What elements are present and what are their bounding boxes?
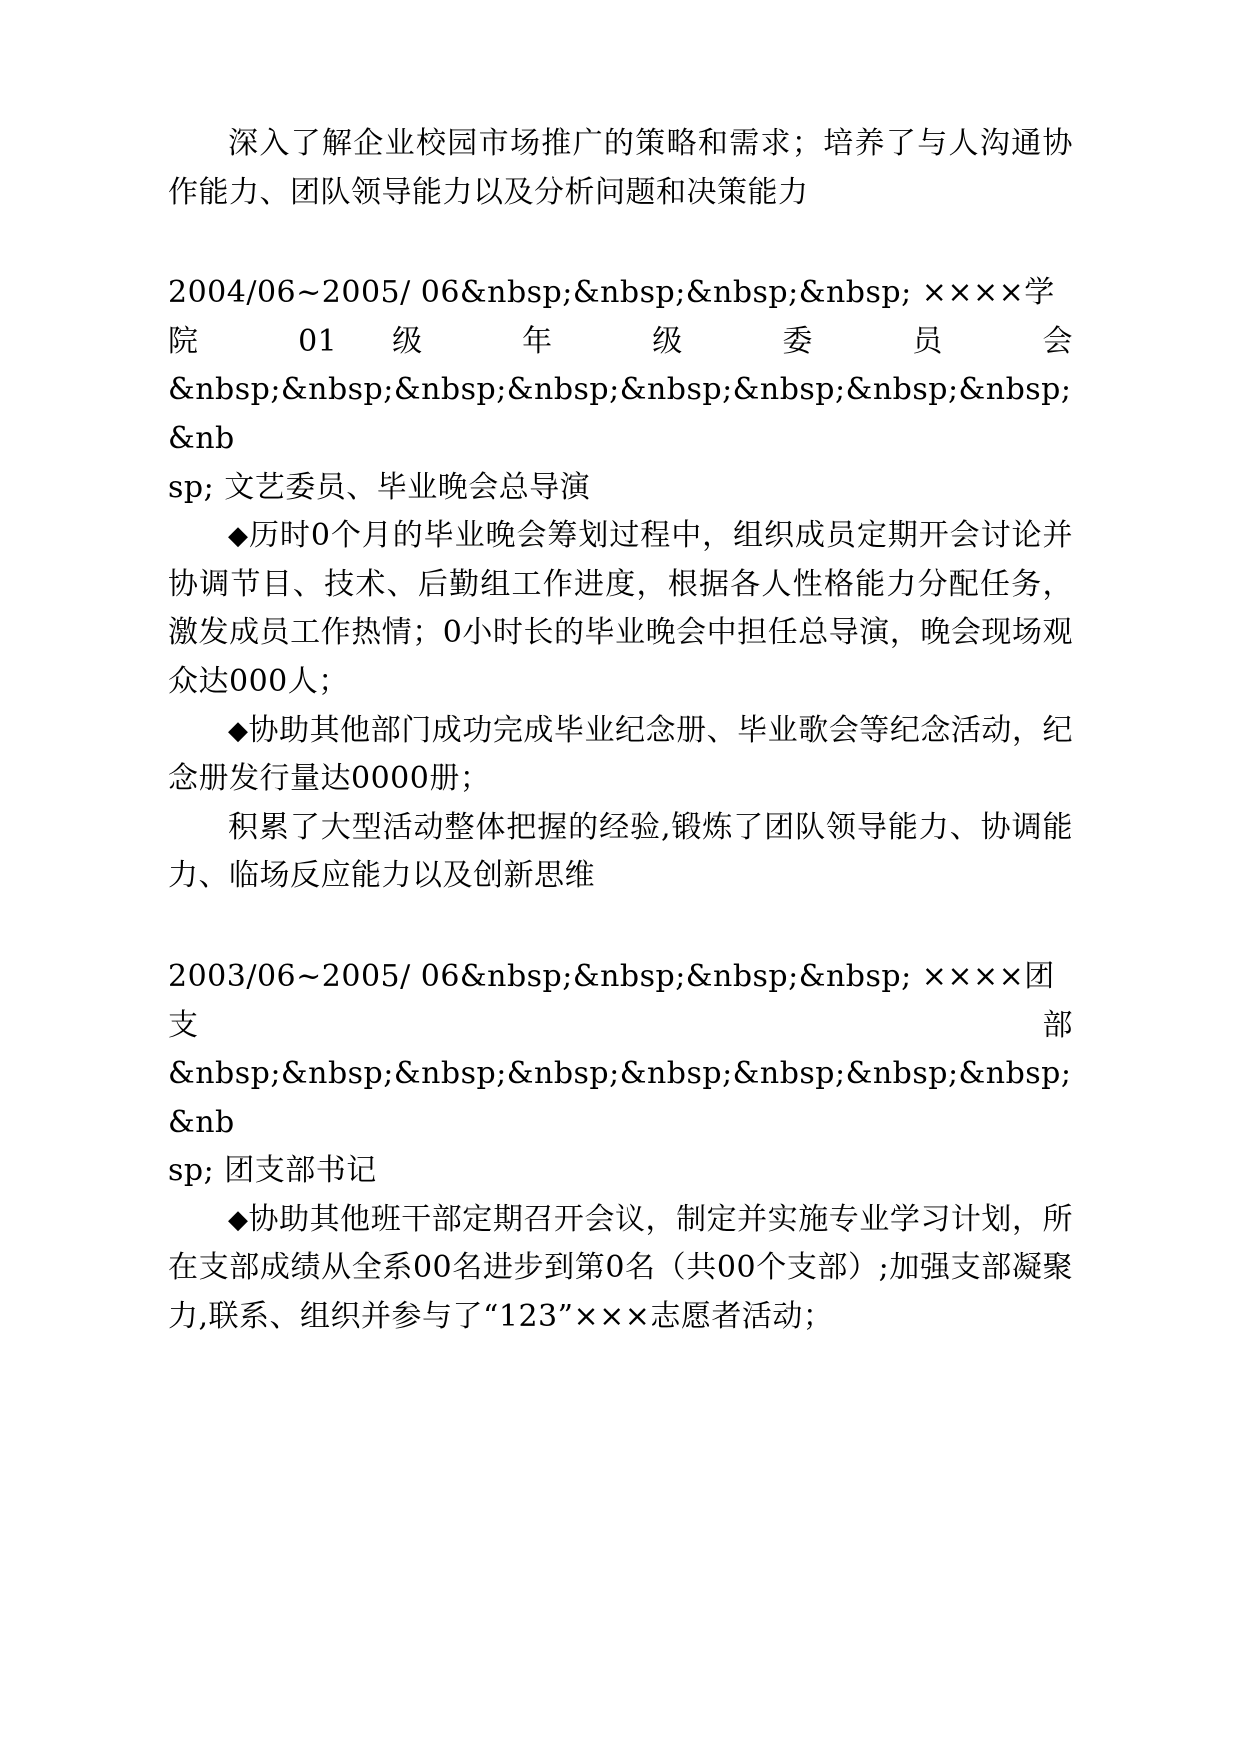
paragraph-summary-1: 深入了解企业校园市场推广的策略和需求；培养了与人沟通协作能力、团队领导能力以及分析问题和决策能力 <box>168 126 1073 210</box>
diamond-bullet-icon: ◆ <box>228 715 249 746</box>
heading-entry-1-line4: sp; 文艺委员、毕业晚会总导演 <box>168 469 591 505</box>
paragraph-entry-2-bullet-1 <box>168 1196 1073 1342</box>
heading-entry-1-line3: &nbsp;&nbsp;&nbsp;&nbsp;&nbsp;&nbsp;&nbsp;&nbsp;&nb <box>168 372 1072 456</box>
diamond-bullet-icon: ◆ <box>228 1204 249 1235</box>
paragraph-entry-1-bullet-2-text: 协助其他部门成功完成毕业纪念册、毕业歌会等纪念活动，纪念册发行量达0000册； <box>168 712 1074 797</box>
paragraph-entry-1-bullet-1-text: 历时0个月的毕业晚会筹划过程中，组织成员定期开会讨论并协调节目、技术、后勤组工作进度，根据各人性格能力分配任务，激发成员工作热情；0小时长的毕业晚会中担任总导演，晚会现场观众达000人； <box>168 518 1073 699</box>
heading-entry-1-line1: 2004/06~2005/ 06&nbsp;&nbsp;&nbsp;&nbsp; ××××学 <box>168 275 1055 311</box>
paragraph-entry-1-bullet-2 <box>168 707 1073 804</box>
paragraph-entry-1-summary: 积累了大型活动整体把握的经验,锻炼了团队领导能力、协调能力、临场反应能力以及创新思维 <box>168 809 1073 894</box>
document-body <box>168 120 1073 1342</box>
paragraph-spacer <box>168 217 1073 269</box>
heading-entry-2-line4: sp; 团支部书记 <box>168 1153 377 1189</box>
diamond-bullet-icon: ◆ <box>228 521 249 552</box>
heading-entry-1-line2: 院 01 级 年 级 委 员 会 <box>168 323 1073 359</box>
heading-entry-2-line1: 2003/06~2005/ 06&nbsp;&nbsp;&nbsp;&nbsp; ××××团 <box>168 958 1055 994</box>
heading-entry-2-line2: 支 部 <box>168 1007 1073 1043</box>
paragraph-spacer <box>168 901 1073 953</box>
heading-entry-2-line3: &nbsp;&nbsp;&nbsp;&nbsp;&nbsp;&nbsp;&nbsp;&nbsp;&nb <box>168 1056 1072 1140</box>
paragraph-entry-2-bullet-1-text: 协助其他班干部定期召开会议，制定并实施专业学习计划，所在支部成绩从全系00名进步到第0名（共00个支部）;加强支部凝聚力,联系、组织并参与了“123”×××志愿者活动； <box>168 1201 1074 1335</box>
paragraph-entry-1-bullet-1 <box>168 512 1073 706</box>
